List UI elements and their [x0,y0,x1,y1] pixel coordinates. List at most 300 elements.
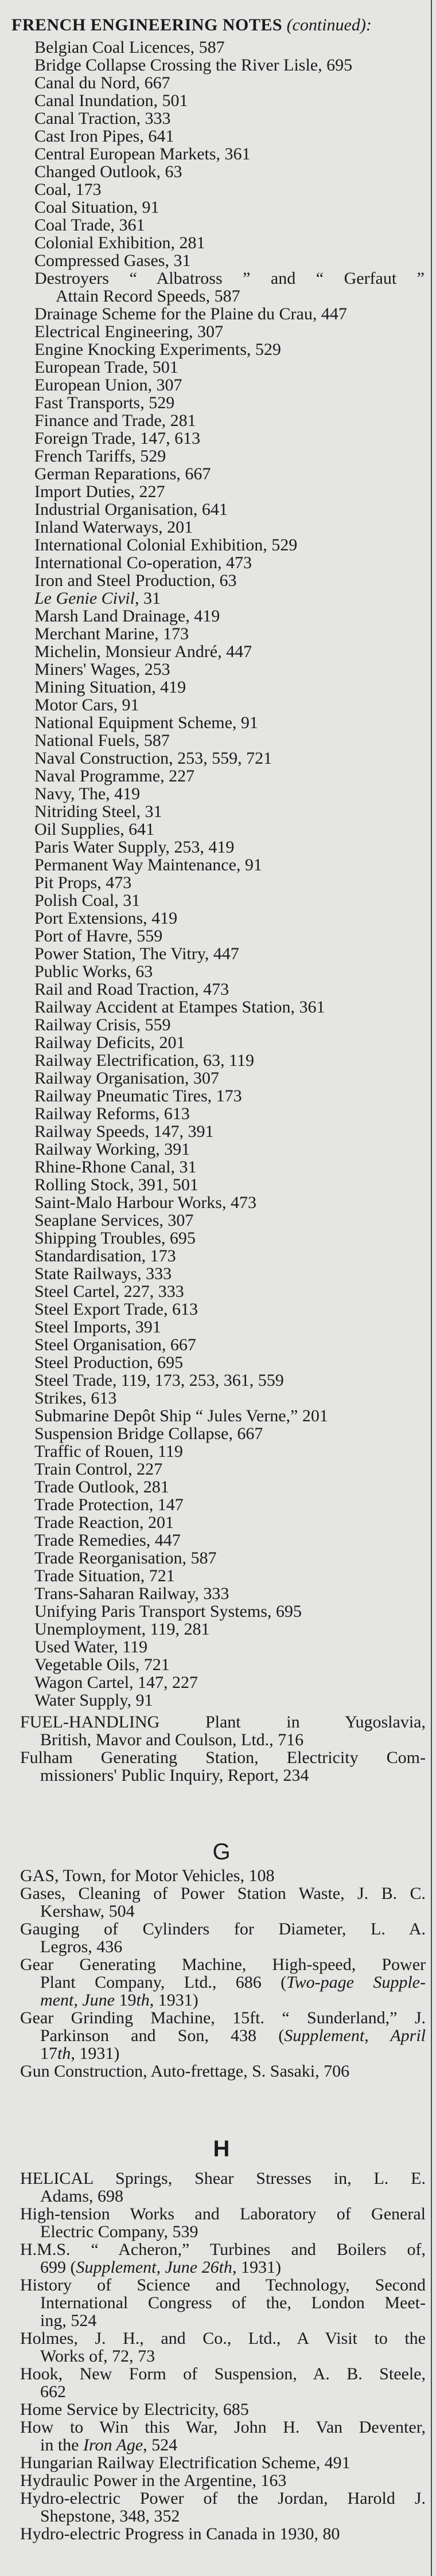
index-entry [0,1478,431,1496]
index-entry [0,198,431,216]
index-entry [0,163,431,181]
index-entry [0,1354,431,1371]
entry-text-italic: th [136,1991,150,2010]
index-entry [0,1496,431,1514]
entry-line [0,945,425,963]
index-entry [0,1265,431,1283]
entry-line [0,1265,425,1283]
entry-line [0,2027,426,2045]
index-entry [0,2062,431,2080]
entry-line [0,1902,426,1920]
entry-line [0,110,425,127]
entry-text: Trade Reorganisation, 587 [34,1549,217,1568]
entry-text: Cast Iron Pipes, 641 [34,127,174,146]
entry-line [0,127,425,145]
entry-line [0,536,425,554]
entry-line [0,2170,426,2187]
index-entry [0,2205,431,2241]
entry-line [0,554,425,572]
entry-text: Paris Water Supply, 253, 419 [34,838,235,857]
entry-text: Canal Inundation, 501 [34,91,188,110]
entry-text: Coal, 173 [34,180,102,199]
entry-text: Vegetable Oils, 721 [34,1655,170,1674]
entry-text: Belgian Coal Licences, 587 [34,38,225,57]
index-entry [0,1229,431,1247]
entry-text: Marsh Land Drainage, 419 [34,607,220,626]
entry-text: French Tariffs, 529 [34,447,166,466]
entry-line [0,1247,425,1265]
entry-line [0,1638,425,1656]
entry-text: National Equipment Scheme, 91 [34,713,258,732]
entry-line [0,1318,425,1336]
entry-text-italic: Le Genie Civil [34,589,135,608]
index-entry [0,2170,431,2205]
heading-title: FRENCH ENGINEERING NOTES [11,15,283,34]
index-entry [0,572,431,589]
index-entry [0,1051,431,1069]
index-entry [0,92,431,110]
entry-text: Hook, New Form of Suspension, A. B. Steele, [20,2364,426,2383]
entry-text: Polish Coal, 31 [34,891,141,910]
entry-line [0,2365,426,2383]
entry-line [0,1731,426,1749]
index-entry [0,110,431,127]
entry-line [0,2454,426,2472]
index-entry [0,1158,431,1176]
entry-line [0,1991,426,2009]
entry-line [0,1087,425,1105]
entry-text-italic: ment, June [40,1991,119,2010]
entry-text: Fast Transports, 529 [34,393,175,412]
entry-text: Compressed Gases, 31 [34,251,191,270]
entry-line [0,678,425,696]
index-entry [0,1105,431,1123]
entry-line [0,2329,426,2347]
entry-text: Saint-Malo Harbour Works, 473 [34,1193,256,1212]
index-entry [0,376,431,394]
entry-line [0,1194,425,1211]
entry-line [0,1602,425,1620]
entry-line [0,1443,425,1460]
entry-line [0,1283,425,1300]
entry-text: Works of, 72, 73 [40,2347,155,2366]
index-entry [0,892,431,909]
index-entry [0,1567,431,1585]
index-entry [0,447,431,465]
entry-text: Rhine-Rhone Canal, 31 [34,1158,197,1176]
entry-text: , 1931) [149,1991,198,2010]
entry-text: German Reparations, 667 [34,464,211,483]
index-entry [0,1425,431,1443]
entry-text: 662 [40,2382,66,2401]
index-entry [0,323,431,341]
index-entry [0,1956,431,2009]
entry-line [0,2062,426,2080]
entry-line [0,2525,426,2543]
entry-text: , 1931) [232,2258,281,2277]
entry-line [0,714,425,732]
entry-line [0,163,425,181]
index-entry [0,38,431,56]
entry-text: Steel Imports, 391 [34,1318,161,1336]
entry-text: Trade Situation, 721 [34,1566,175,1585]
entry-line [0,145,425,163]
entry-text: Canal Traction, 333 [34,109,171,128]
entry-text: Hydraulic Power in the Argentine, 163 [20,2471,287,2490]
entry-line [0,838,425,856]
entry-line [0,909,425,927]
index-entry [0,963,431,980]
entry-line [0,1567,425,1585]
entry-text: Gases, Cleaning of Power Station Waste, J. B. C. [20,1884,426,1903]
entry-text: Steel Cartel, 227, 333 [34,1282,184,1301]
index-entry [0,678,431,696]
entry-text: Destroyers “ Albatross ” and “ Gerfaut ” [34,269,425,288]
index-entry [0,1300,431,1318]
index-entry [0,1691,431,1709]
entry-line [0,1229,425,1247]
index-entry [0,2489,431,2525]
entry-text: Bridge Collapse Crossing the River Lisle, 695 [34,56,353,75]
entry-text-italic: Two-page Supple- [286,1973,426,1992]
index-entry [0,465,431,483]
index-entry [0,660,431,678]
entry-line [0,1211,425,1229]
entry-text: International Congress of the, London Meet- [40,2293,426,2312]
entry-text: 699 ( [40,2258,76,2277]
entry-text: Shipping Troubles, 695 [34,1229,196,1248]
index-entry [0,1920,431,1956]
index-entry [0,998,431,1016]
entry-text: , 524 [143,2436,178,2454]
entry-text: Hydro-electric Power of the Jordan, Harold J. [20,2489,426,2508]
entry-text: National Fuels, 587 [34,731,170,750]
entry-line [0,1158,425,1176]
index-entry [0,2401,431,2418]
index-heading [11,16,426,34]
entry-text: Gauging of Cylinders for Diameter, L. A. [20,1920,426,1938]
index-entry [0,607,431,625]
index-entry [0,2418,431,2454]
entry-line [0,181,425,198]
entry-text: Power Station, The Vitry, 447 [34,944,239,963]
entry-text: How to Win this War, John H. Van Deventer, [20,2418,426,2437]
entry-text: Miners' Wages, 253 [34,660,170,679]
entry-text: Engine Knocking Experiments, 529 [34,340,281,359]
entry-line [0,572,425,589]
entry-line [0,1749,426,1766]
entry-text: Fulham Generating Station, Electricity Com- [20,1748,426,1767]
index-entry [0,714,431,732]
entry-line [0,1034,425,1051]
entry-text: Gun Construction, Auto-frettage, S. Sasaki, 706 [20,2062,350,2081]
index-entry [0,1140,431,1158]
entry-line [0,1766,426,1784]
entry-line [0,1867,426,1885]
entry-line [0,2045,426,2062]
entry-line [0,874,425,892]
index-entry [0,305,431,323]
index-entry [0,589,431,607]
entry-text: Navy, The, 419 [34,784,141,803]
entry-text: Public Works, 63 [34,962,153,981]
entry-line [0,1425,425,1443]
entry-text: Changed Outlook, 63 [34,162,182,181]
entry-line [0,1713,426,1731]
entry-line [0,2418,426,2436]
entry-text: Home Service by Electricity, 685 [20,2400,249,2419]
entry-line [0,501,425,518]
entry-line [0,1920,426,1938]
entry-text: Adams, 698 [40,2187,123,2206]
entry-line [0,2205,426,2223]
entry-line [0,74,425,92]
index-entry [0,341,431,358]
index-entry [0,1549,431,1567]
entry-line [0,980,425,998]
entry-text: Hungarian Railway Electrification Scheme, 491 [20,2453,351,2472]
entry-text: missioners' Public Inquiry, Report, 234 [40,1766,309,1785]
index-entry [0,1620,431,1638]
entry-line [0,785,425,803]
entry-line [0,1938,426,1956]
index-entry [0,696,431,714]
index-entry [0,269,431,305]
entry-line [0,998,425,1016]
index-entry [0,820,431,838]
entry-text: State Railways, 333 [34,1264,172,1283]
entry-line [0,1656,425,1674]
entry-text: Colonial Exhibition, 281 [34,233,205,252]
entry-text: Mining Situation, 419 [34,678,186,697]
entry-text: Inland Waterways, 201 [34,518,193,537]
entry-text: Steel Export Trade, 613 [34,1300,198,1319]
entry-text: Used Water, 119 [34,1637,148,1656]
entry-line [0,323,425,341]
entry-line [0,1176,425,1194]
entry-text-italic: Supplement, June 26th [76,2258,232,2277]
entry-text: History of Science and Technology, Second [20,2276,426,2294]
index-entry [0,1211,431,1229]
entry-line [0,216,425,234]
entry-text: Railway Working, 391 [34,1140,190,1159]
entry-text: Shepstone, 348, 352 [40,2507,180,2526]
entry-line [0,1674,425,1691]
entry-line [0,2347,426,2365]
entry-line [0,1496,425,1514]
entry-text: International Co-operation, 473 [34,553,252,572]
index-entry [0,1283,431,1300]
entry-line [0,269,425,287]
entry-line [0,2276,426,2294]
entry-line [0,252,425,269]
entry-text: Trade Outlook, 281 [34,1477,169,1496]
index-entry [0,56,431,74]
index-entry [0,767,431,785]
entry-text: Naval Programme, 227 [34,767,195,785]
entry-text: Oil Supplies, 641 [34,820,155,839]
entry-text: Train Control, 227 [34,1460,163,1479]
index-entry [0,874,431,892]
index-entry [0,1194,431,1211]
index-entry [0,216,431,234]
entry-line [0,749,425,767]
index-entry [0,518,431,536]
entry-text: Steel Trade, 119, 173, 253, 361, 559 [34,1371,284,1390]
entry-text: Nitriding Steel, 31 [34,802,162,821]
entry-text: Gear Grinding Machine, 15ft. “ Sunderland,” J. [20,2008,426,2027]
entry-text: Electrical Engineering, 307 [34,322,224,341]
entry-line [0,483,425,501]
entry-text: Rolling Stock, 391, 501 [34,1175,198,1194]
entry-line [0,1885,426,1902]
entry-text: Traffic of Rouen, 119 [34,1442,183,1461]
entry-line [0,625,425,643]
entry-line [0,732,425,749]
entry-line [0,358,425,376]
heading-continued: (continued): [286,15,372,34]
entry-text: Coal Trade, 361 [34,216,145,234]
index-entry [0,1069,431,1087]
entry-line [0,1354,425,1371]
entry-line [0,1620,425,1638]
index-entry [0,945,431,963]
entry-text: Hydro-electric Progress in Canada in 1930, 80 [20,2524,340,2543]
entry-text: Drainage Scheme for the Plaine du Crau, 447 [34,304,347,323]
index-entry [0,2276,431,2329]
index-entry [0,643,431,660]
entry-line [0,1973,426,1991]
entry-text: 17 [40,2044,57,2063]
entry-text: Railway Deficits, 201 [34,1033,185,1052]
entry-text: Canal du Nord, 667 [34,73,170,92]
entry-text: Rail and Road Traction, 473 [34,980,229,999]
index-entry [0,1867,431,1885]
entry-line [0,1460,425,1478]
index-entry [0,1674,431,1691]
entry-text-italic: Iron Age [83,2436,143,2454]
index-entry [0,2241,431,2276]
entry-text: Industrial Organisation, 641 [34,500,228,519]
french-engineering-notes-subentries [0,38,431,1709]
section-letter-g: G [212,1839,231,1864]
entry-line [0,589,425,607]
entry-text: Railway Pneumatic Tires, 173 [34,1086,242,1105]
index-entry [0,1336,431,1354]
entry-line [0,38,425,56]
f-entries [0,1713,431,1784]
index-entry [0,2365,431,2401]
entry-text: Electric Company, 539 [40,2222,198,2241]
entry-line [0,660,425,678]
entry-line [0,447,425,465]
entry-text: Railway Crisis, 559 [34,1015,171,1034]
entry-text: Railway Reforms, 613 [34,1104,190,1123]
entry-text: Trade Reaction, 201 [34,1513,174,1532]
entry-text: Trans-Saharan Railway, 333 [34,1584,229,1603]
entry-text: , 31 [134,589,161,608]
entry-line [0,767,425,785]
index-entry [0,1087,431,1105]
entry-line [0,56,425,74]
entry-line [0,518,425,536]
entry-text: British, Mavor and Coulson, Ltd., 716 [40,1730,304,1749]
index-entry [0,145,431,163]
index-entry [0,1713,431,1749]
entry-line [0,305,425,323]
entry-text: Kershaw, 504 [40,1902,135,1921]
entry-line [0,1336,425,1354]
entry-text: Water Supply, 91 [34,1691,153,1710]
entry-line [0,820,425,838]
entry-line [0,1123,425,1140]
entry-text: Railway Electrification, 63, 119 [34,1051,254,1070]
entry-text: Michelin, Monsieur André, 447 [34,642,252,661]
entry-text: Plant Company, Ltd., 686 ( [40,1973,287,1992]
index-entry [0,2525,431,2543]
entry-text: Railway Organisation, 307 [34,1069,219,1088]
index-entry [0,909,431,927]
entry-text: Iron and Steel Production, 63 [34,571,237,590]
entry-text: Parkinson and Son, 438 ( [40,2026,285,2045]
entry-line [0,1691,425,1709]
entry-text: Foreign Trade, 147, 613 [34,429,201,448]
h-entries [0,2170,431,2543]
entry-text: HELICAL Springs, Shear Stresses in, L. E. [20,2169,426,2188]
index-entry [0,394,431,412]
index-entry [0,927,431,945]
entry-line [0,803,425,820]
entry-line [0,341,425,358]
index-entry [0,74,431,92]
entry-text-italic: th [57,2044,71,2063]
index-entry [0,1514,431,1531]
entry-text: Permanent Way Maintenance, 91 [34,855,262,874]
index-entry [0,803,431,820]
index-entry [0,412,431,429]
entry-line [0,1140,425,1158]
entry-text: in the [40,2436,83,2454]
entry-line [0,394,425,412]
index-entry [0,1123,431,1140]
entry-text: Gear Generating Machine, High-speed, Power [20,1955,426,1974]
entry-line [0,2472,426,2489]
index-entry [0,234,431,252]
entry-line [0,2401,426,2418]
index-entry [0,2329,431,2365]
index-entry [0,1247,431,1265]
entry-line [0,2383,426,2401]
index-entry [0,1389,431,1407]
entry-text: Submarine Depôt Ship “ Jules Verne,” 201 [34,1406,328,1425]
entry-line [0,2294,426,2312]
entry-line [0,643,425,660]
index-entry [0,1638,431,1656]
entry-line [0,1531,425,1549]
entry-text: Railway Speeds, 147, 391 [34,1122,214,1141]
index-entry [0,732,431,749]
index-entry [0,1034,431,1051]
entry-line [0,1105,425,1123]
index-entry [0,1176,431,1194]
entry-text: Attain Record Speeds, 587 [56,287,240,306]
entry-line [0,1300,425,1318]
entry-text: GAS, Town, for Motor Vehicles, 108 [20,1866,275,1885]
entry-line [0,1051,425,1069]
index-entry [0,625,431,643]
index-entry [0,483,431,501]
entry-text: Coal Situation, 91 [34,198,159,217]
